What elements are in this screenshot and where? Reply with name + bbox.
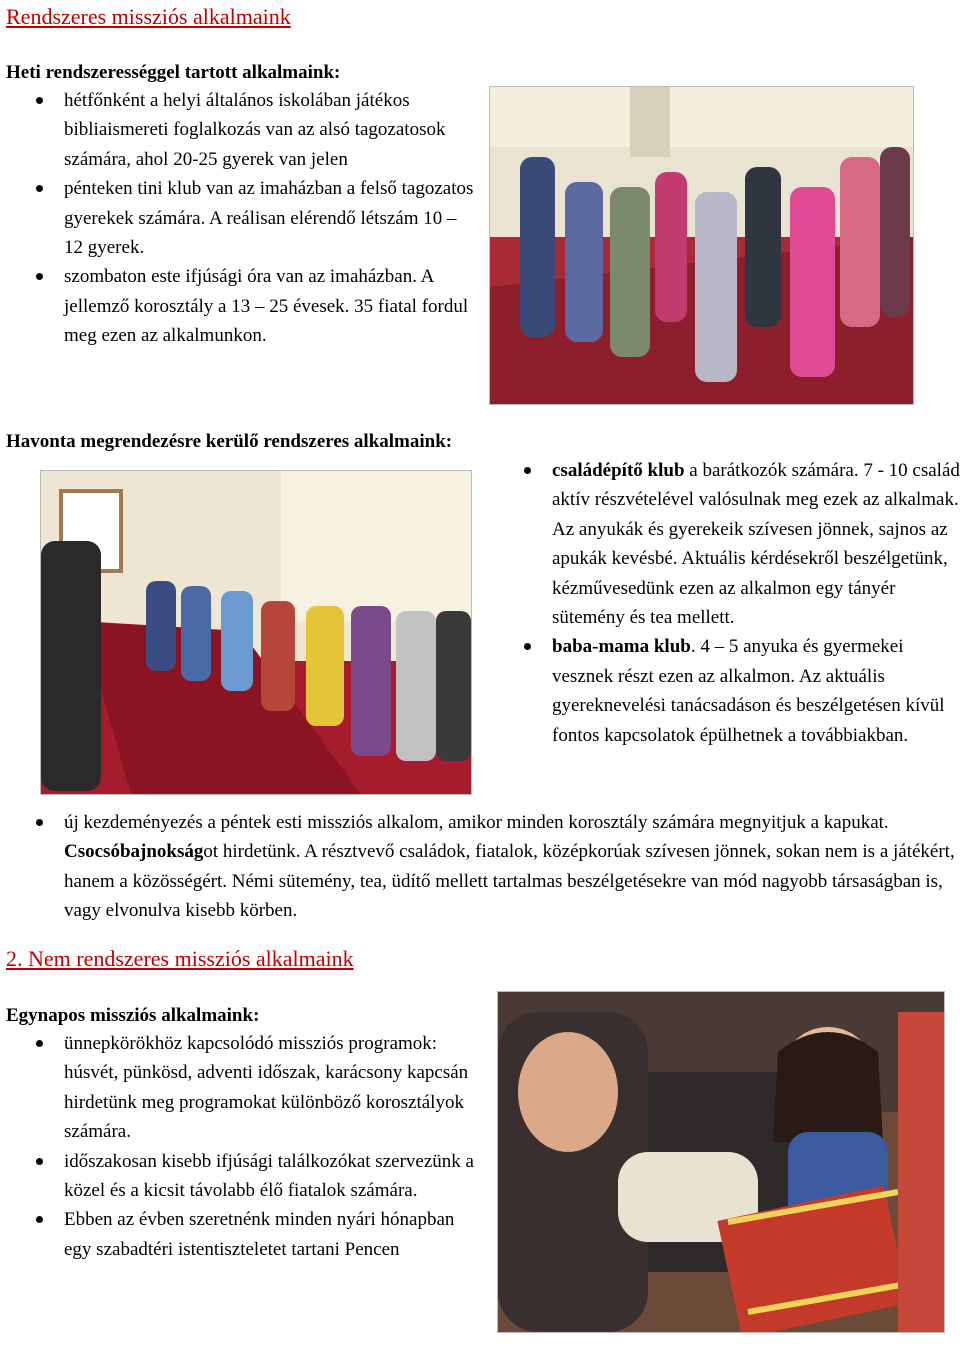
list-item: szombaton este ifjúsági óra van az imaházban. A jellemző korosztály a 13 – 25 évesek. 35 fiatal fordul meg ezen az alkalmunkon. <box>0 262 478 350</box>
initiative-list <box>0 808 960 926</box>
photo-seated-children <box>40 470 472 795</box>
monthly-list <box>488 456 960 750</box>
bullet-icon <box>524 643 531 650</box>
list-item: új kezdeményezés a péntek esti missziós alkalom, amikor minden korosztály számára megnyitjuk a kapukat. Csocsóbajnokságot hirdetünk. A résztvevő családok, fiatalok, középkorúak szívesen jönnek, sokan nem is a játékért, hanem a közösségért. Némi sütemény, tea, üdítő mellett tartalmas beszélgetésekre van mód nagyobb társaságban is, vagy elvonulva kisebb körben. <box>0 808 960 926</box>
section-title-regular: Rendszeres missziós alkalmaink <box>6 4 291 29</box>
bullet-icon <box>36 819 43 826</box>
bullet-icon <box>36 1216 43 1223</box>
list-item: pénteken tini klub van az imaházban a felső tagozatos gyerekek számára. A reálisan elérendő létszám 10 – 12 gyerek. <box>0 174 478 262</box>
bullet-icon <box>36 1158 43 1165</box>
list-item: ünnepkörökhöz kapcsolódó missziós programok: húsvét, pünkösd, adventi időszak, karácsony kapcsán hirdetünk meg programokat különböző korosztályok számára. <box>0 1029 482 1147</box>
weekly-list <box>0 86 478 351</box>
list-item: időszakosan kisebb ifjúsági találkozókat szervezünk a közel és a kicsit távolabb élő fiatalok számára. <box>0 1147 482 1206</box>
weekly-heading: Heti rendszerességgel tartott alkalmaink: <box>6 62 341 83</box>
bullet-icon <box>36 1040 43 1047</box>
list-item: családépítő klub a barátkozók számára. 7 - 10 család aktív részvételével valósulnak meg ezek az alkalmak. Az anyukák és gyerekeik szívesen jönnek, sajnos az apukák kevésbé. Aktuális kérdésekről beszélgetünk, kézművesedünk ezen az alkalmon egy tányér sütemény és tea mellett. <box>488 456 960 632</box>
section-title-irregular: 2. Nem rendszeres missziós alkalmaink <box>6 946 354 971</box>
photo-girl-with-gift <box>497 991 945 1333</box>
photo-children-circle <box>489 86 914 405</box>
bullet-icon <box>36 97 43 104</box>
list-item: baba-mama klub. 4 – 5 anyuka és gyermekei vesznek részt ezen az alkalmon. Az aktuális gyereknevelési tanácsadáson és beszélgetésen kívül fontos kapcsolatok épülhetnek a továbbiakban. <box>488 632 960 750</box>
bullet-icon <box>524 467 531 474</box>
list-item: hétfőnként a helyi általános iskolában játékos bibliaismereti foglalkozás van az alsó tagozatosok számára, ahol 20-25 gyerek van jelen <box>0 86 478 174</box>
oneday-heading: Egynapos missziós alkalmaink: <box>6 1005 260 1026</box>
oneday-list <box>0 1029 482 1264</box>
bullet-icon <box>36 273 43 280</box>
bullet-icon <box>36 185 43 192</box>
monthly-heading: Havonta megrendezésre kerülő rendszeres alkalmaink: <box>6 431 453 452</box>
list-item: Ebben az évben szeretnénk minden nyári hónapban egy szabadtéri istentiszteletet tartani Pencen <box>0 1205 482 1264</box>
